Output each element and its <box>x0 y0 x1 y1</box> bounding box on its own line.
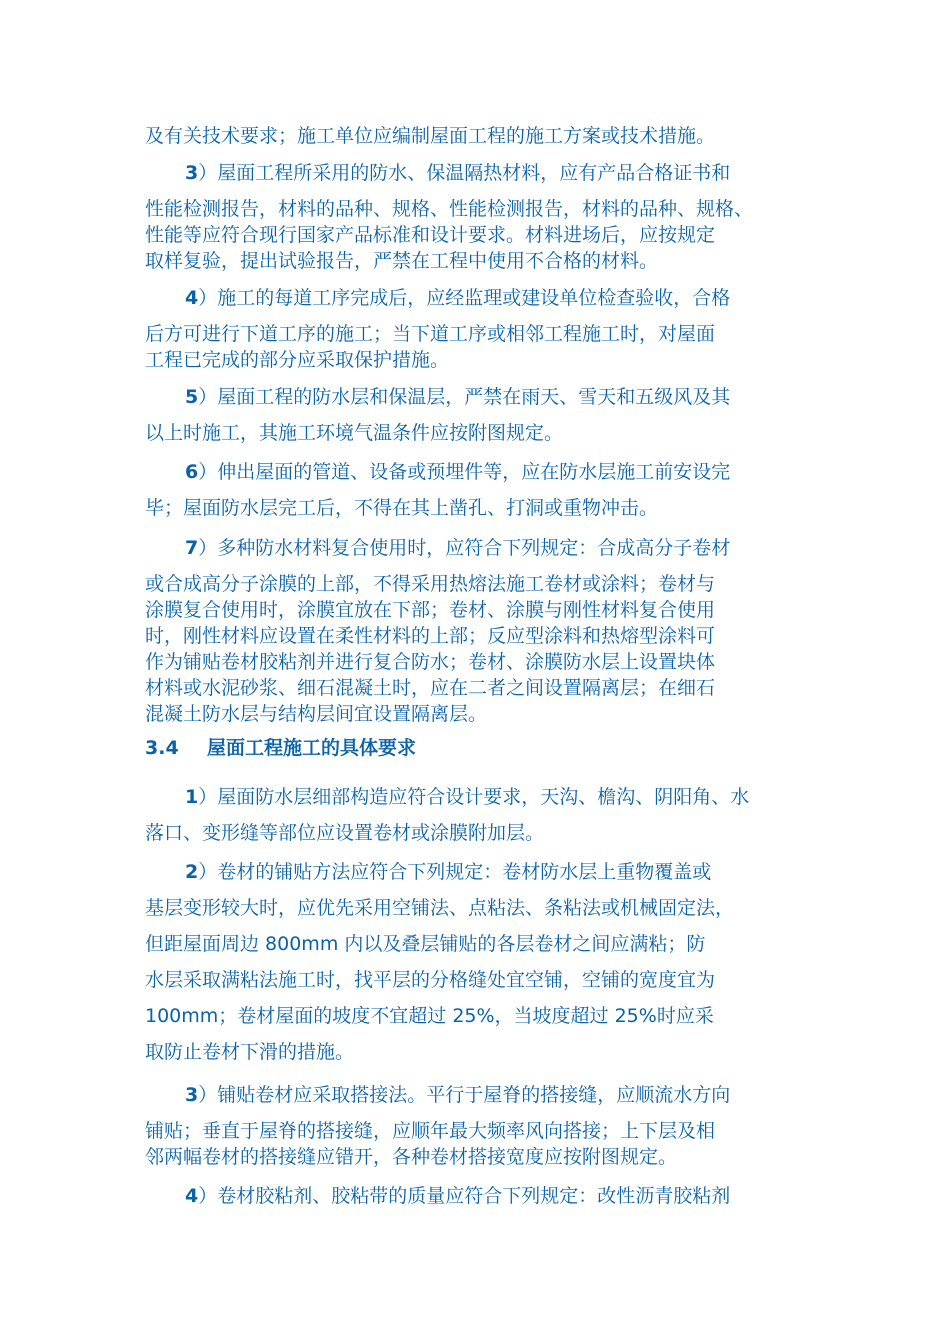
item-line: 时，刚性材料应设置在柔性材料的上部；反应型涂料和热熔型涂料可 <box>145 625 716 647</box>
item-number: 2 <box>185 861 199 883</box>
item-line: 性能检测报告，材料的品种、规格、性能检测报告，材料的品种、规格、 <box>145 198 754 220</box>
item-line: 作为铺贴卷材胶粘剂并进行复合防水；卷材、涂膜防水层上设置块体 <box>145 651 716 673</box>
item-number: 3 <box>185 162 199 184</box>
item-line: 以上时施工，其施工环境气温条件应按附图规定。 <box>145 422 564 444</box>
item-line: 工程已完成的部分应采取保护措施。 <box>145 349 450 371</box>
item-line: 取防止卷材下滑的措施。 <box>145 1041 355 1063</box>
item-line: 但距屋面周边 800mm 内以及叠层铺贴的各层卷材之间应满粘；防 <box>145 933 706 955</box>
list-item-5 <box>145 384 810 446</box>
item-number: 5 <box>185 386 199 408</box>
item-line: ）卷材胶粘剂、胶粘带的质量应符合下列规定：改性沥青胶粘剂 <box>198 1185 731 1207</box>
item-line: 落口、变形缝等部位应设置卷材或涂膜附加层。 <box>145 822 545 844</box>
item-number: 3 <box>185 1084 199 1106</box>
section-number: 3.4 <box>145 737 179 759</box>
section-title: 屋面工程施工的具体要求 <box>207 737 417 759</box>
item-line: ）施工的每道工序完成后，应经监理或建设单位检查验收，合格 <box>198 287 731 309</box>
item-number: 7 <box>185 537 199 559</box>
item-line: 材料或水泥砂浆、细石混凝土时，应在二者之间设置隔离层；在细石 <box>145 677 716 699</box>
list-item-6 <box>145 459 810 521</box>
item-line: 或合成高分子涂膜的上部，不得采用热熔法施工卷材或涂料；卷材与 <box>145 573 716 595</box>
paragraph-continuation <box>145 123 810 149</box>
item-line: 混凝土防水层与结构层间宜设置隔离层。 <box>145 703 488 725</box>
item-line: 取样复验，提出试验报告，严禁在工程中使用不合格的材料。 <box>145 250 659 272</box>
list-item-4 <box>145 285 810 373</box>
item-number: 4 <box>185 1185 199 1207</box>
item-line: ）伸出屋面的管道、设备或预埋件等，应在防水层施工前安设完 <box>198 461 731 483</box>
item-line: 水层采取满粘法施工时，找平层的分格缝处宜空铺，空铺的宽度宜为 <box>145 969 716 991</box>
list-item-3 <box>145 160 810 274</box>
section-heading <box>145 735 810 761</box>
item-number: 4 <box>185 287 199 309</box>
item-line: ）屋面防水层细部构造应符合设计要求，天沟、檐沟、阴阳角、水 <box>198 786 750 808</box>
item-line: ）多种防水材料复合使用时，应符合下列规定：合成高分子卷材 <box>198 537 731 559</box>
item-line: 涂膜复合使用时，涂膜宜放在下部；卷材、涂膜与刚性材料复合使用 <box>145 599 716 621</box>
item-line: 100mm；卷材屋面的坡度不宜超过 25%，当坡度超过 25%时应采 <box>145 1005 714 1027</box>
item-number: 6 <box>185 461 199 483</box>
item-line: ）屋面工程的防水层和保温层，严禁在雨天、雪天和五级风及其 <box>198 386 731 408</box>
item-line: 基层变形较大时，应优先采用空铺法、点粘法、条粘法或机械固定法， <box>145 897 735 919</box>
item-line: 性能等应符合现行国家产品标准和设计要求。材料进场后，应按规定 <box>145 224 716 246</box>
item-line: 后方可进行下道工序的施工；当下道工序或相邻工程施工时，对屋面 <box>145 323 716 345</box>
item-line: 铺贴；垂直于屋脊的搭接缝，应顺年最大频率风向搭接；上下层及相 <box>145 1120 716 1142</box>
list-item-2 <box>145 859 810 1065</box>
item-line: ）卷材的铺贴方法应符合下列规定：卷材防水层上重物覆盖或 <box>198 861 712 883</box>
item-number: 1 <box>185 786 199 808</box>
paragraph-line: 及有关技术要求；施工单位应编制屋面工程的施工方案或技术措施。 <box>145 125 716 147</box>
list-item-3b <box>145 1082 810 1170</box>
list-item-1 <box>145 784 810 846</box>
item-line: ）屋面工程所采用的防水、保温隔热材料，应有产品合格证书和 <box>198 162 731 184</box>
list-item-7 <box>145 535 810 727</box>
list-item-4b <box>145 1183 810 1209</box>
item-line: 邻两幅卷材的搭接缝应错开，各种卷材搭接宽度应按附图规定。 <box>145 1146 678 1168</box>
item-line: ）铺贴卷材应采取搭接法。平行于屋脊的搭接缝，应顺流水方向 <box>198 1084 731 1106</box>
item-line: 毕；屋面防水层完工后，不得在其上凿孔、打洞或重物冲击。 <box>145 497 659 519</box>
